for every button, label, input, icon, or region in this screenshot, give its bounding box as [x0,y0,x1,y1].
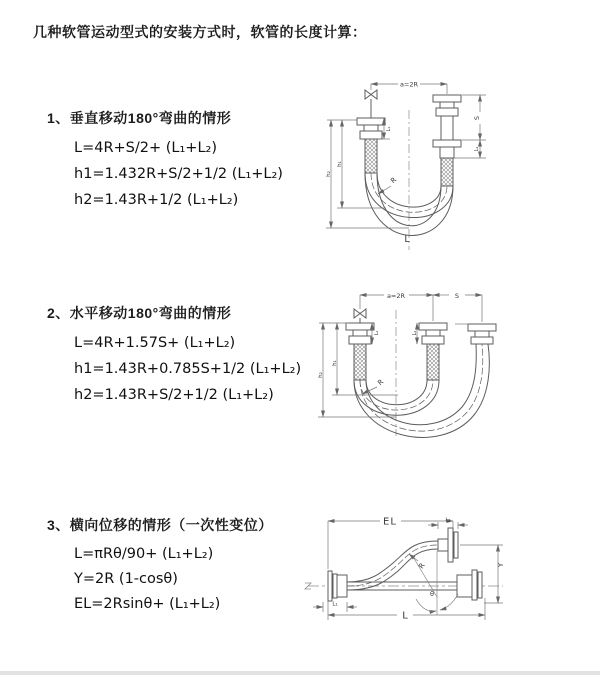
left-flange-fitting [346,323,374,344]
middle-flange-fitting [419,323,447,344]
section-vertical-movement [47,108,283,213]
dim-label-h1: h₁ [332,360,338,366]
radius-label: R [376,377,386,388]
valve-icon [354,309,366,318]
section-3-formulas [74,542,273,617]
formula-line: L=4R+S/2+ (L₁+L₂) [74,140,217,156]
right-lower-fitting [433,140,461,158]
hose-u-bend-moved [354,344,489,437]
moved-flange-fitting [438,528,458,562]
dim-label-s: S [454,291,460,300]
formula-line: h1=1.432R+S/2+1/2 (L₁+L₂) [74,166,283,182]
section-2-formulas [74,330,301,408]
dim-label-a2r: a=2R [386,291,406,300]
length-label: L [404,234,410,245]
page-edge-strip [0,671,600,675]
hose-assembly [328,528,482,601]
dim-label-l2: L₂ [445,517,451,524]
hose-assembly [346,309,496,437]
right-flange-fitting [457,570,482,600]
left-flange-fitting [328,571,347,601]
formula-line: L=4R+1.57S+ (L₁+L₂) [74,335,236,351]
page-title: 几种软管运动型式的安装方式时，软管的长度计算： [33,24,367,40]
section-3-heading: 3、横向位移的情形（一次性变位） [47,517,273,533]
diagram-horizontal-180-bend [310,285,600,450]
formula-line: h1=1.43R+0.785S+1/2 (L₁+L₂) [74,361,302,377]
dimension-lines [318,295,482,417]
section-1-heading: 1、垂直移动180°弯曲的情形 [47,110,232,126]
diagram-vertical-180-bend [310,68,595,258]
dim-label-l1: L₁ [386,126,392,132]
dim-label-l1: L₁ [332,601,338,608]
formula-line: h2=1.43R+1/2 (L₁+L₂) [74,192,239,208]
dim-label-el: EL [383,516,397,528]
dim-label-h1: h₁ [337,161,343,167]
dim-label-s: S [473,115,481,121]
radius-label: R [417,561,427,571]
hose-braid [427,344,439,380]
hose-braid [365,139,377,173]
moved-flange-fitting [468,324,496,344]
formula-line: Y=2R (1-cosθ) [74,571,178,587]
section-1-formulas [74,135,283,213]
section-horizontal-movement [47,303,301,408]
section-2-heading: 2、水平移动180°弯曲的情形 [47,305,232,321]
dim-label-h2: h₂ [318,372,324,378]
valve-icon [365,90,377,99]
section-lateral-displacement [47,515,273,617]
dim-label-l2: L₂ [412,330,418,336]
hose-braid [354,344,366,380]
right-flange-fitting [433,95,461,116]
dim-label-h2: h₂ [326,171,332,177]
formula-line: EL=2Rsinθ+ (L₁+L₂) [74,596,221,612]
diagram-lateral-displacement [300,503,600,653]
dim-label-y: Y [497,562,505,568]
dim-label-a2r: a=2R [399,80,419,89]
radius-label: R [389,175,399,186]
formula-line: h2=1.43R+S/2+1/2 (L₁+L₂) [74,387,274,403]
length-label: L [402,610,408,622]
dim-label-l1: L₁ [374,330,380,336]
formula-line: L=πRθ/90+ (L₁+L₂) [74,546,214,562]
dim-label-l2: L₂ [474,146,480,152]
hose-braid [441,158,453,186]
left-flange-fitting [357,118,385,139]
angle-label: θ [430,590,434,598]
